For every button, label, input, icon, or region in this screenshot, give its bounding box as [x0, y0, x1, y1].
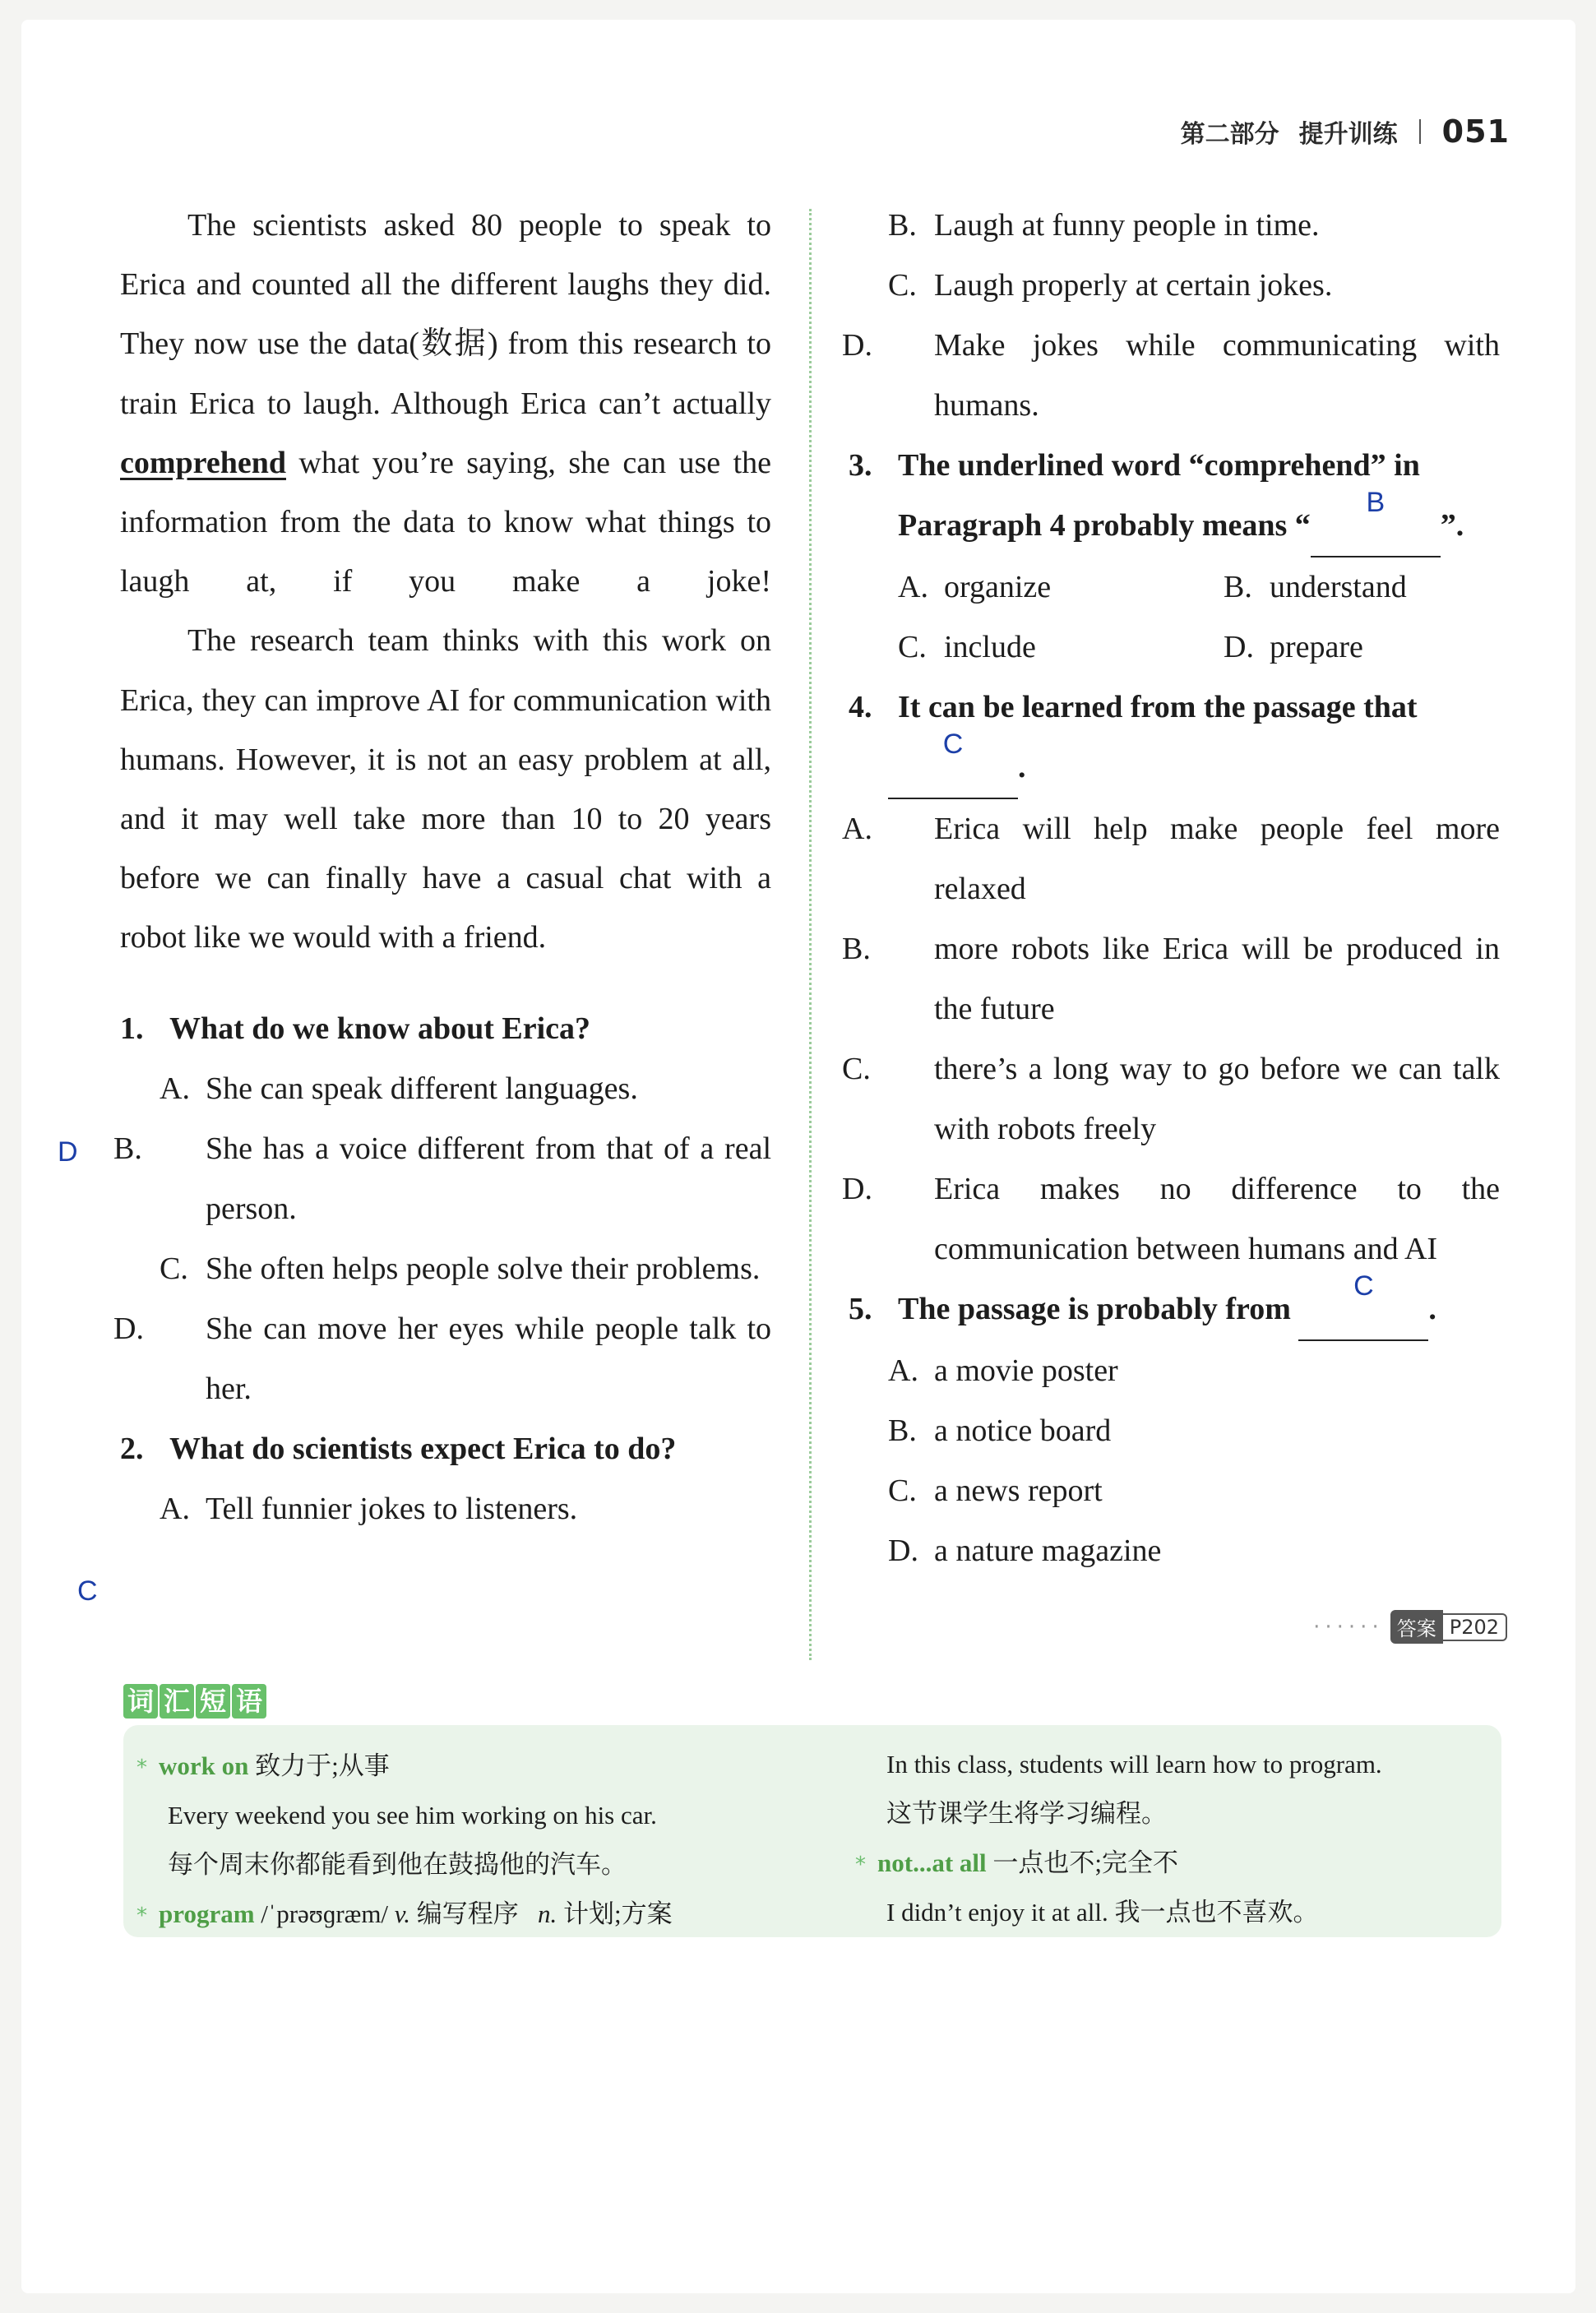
answer-reference: ······ 答案 P202 — [1313, 1610, 1507, 1644]
page-number: 051 — [1441, 113, 1510, 150]
question-3-options — [849, 557, 1500, 678]
q3-answer: B — [1366, 487, 1386, 518]
q1-option-d: D. She can move her eyes while people talk to her. — [113, 1311, 771, 1406]
answer-page: P202 — [1443, 1613, 1507, 1641]
q4-option-b: B. more robots like Erica will be produced in the future — [842, 932, 1500, 1026]
vocab-item-not-at-all: * not...at all 一点也不;完全不 — [855, 1848, 1178, 1877]
q3-option-c: C. include — [898, 630, 1036, 664]
left-column — [113, 196, 771, 1539]
q5-option-a: A. a movie poster — [888, 1353, 1118, 1388]
question-4-stem-line2: C . — [849, 738, 1500, 799]
q5-answer-blank — [1298, 1270, 1428, 1341]
underlined-word: comprehend — [120, 445, 286, 480]
question-1-stem: 1. What do we know about Erica? — [120, 1011, 590, 1046]
right-column — [842, 196, 1500, 1581]
question-5-options — [849, 1341, 1500, 1581]
q5-option-b: B. a notice board — [888, 1413, 1112, 1448]
vocab-box — [123, 1725, 1501, 1937]
star-icon: * — [136, 1904, 147, 1928]
section-title: 第二部分 — [1180, 120, 1279, 149]
question-3-stem-line2: Paragraph 4 probably means “ B ”. — [849, 496, 1500, 557]
q2-option-c: C. Laugh properly at certain jokes. — [888, 268, 1333, 303]
header-divider — [1419, 119, 1421, 144]
star-icon: * — [855, 1853, 866, 1877]
handwritten-answer-q2: C — [77, 1575, 98, 1607]
vocab-item-work-on: * work on 致力于;从事 — [136, 1751, 390, 1780]
handwritten-answer-q1: D — [58, 1136, 78, 1168]
vocab-example: In this class, students will learn how to program. — [886, 1750, 1382, 1779]
subsection-title: 提升训练 — [1298, 120, 1398, 149]
q3-option-d: D. prepare — [1224, 630, 1363, 664]
q4-option-c: C. there’s a long way to go before we can talk with robots freely — [842, 1052, 1500, 1146]
question-2-options — [120, 1479, 771, 1539]
q3-option-b: B. understand — [1224, 570, 1407, 604]
q5-option-c: C. a news report — [888, 1473, 1103, 1508]
q1-option-b: B. She has a voice different from that of a real person. — [113, 1131, 771, 1226]
q2-option-d: D. Make jokes while communicating with humans. — [842, 328, 1500, 423]
q4-option-d: D. Erica makes no difference to the communication between humans and AI — [842, 1172, 1500, 1266]
q1-option-c: C. She often helps people solve their problems. — [160, 1251, 761, 1286]
page-header — [1181, 113, 1510, 150]
q3-option-a: A. organize — [898, 570, 1052, 604]
star-icon: * — [136, 1756, 147, 1780]
vocab-section-title: 词 汇 短 语 — [123, 1684, 268, 1719]
q3-answer-blank — [1311, 487, 1441, 557]
q5-answer: C — [1353, 1270, 1374, 1302]
passage-paragraph-4: The scientists asked 80 people to speak to Erica and counted all the different laughs they did. They now use the data(数据) from this research to train Erica to laugh. Although Erica can’t actually comprehend what you’re saying, she can use the information from the data to know what things to laugh at, if you make a joke! — [120, 208, 771, 599]
vocab-example-translation: 每个周末你都能看到他在鼓捣他的汽车。 — [168, 1850, 627, 1879]
q2-option-b: B. Laugh at funny people in time. — [888, 208, 1320, 243]
column-divider — [809, 209, 812, 1660]
question-3-stem: 3. The underlined word “comprehend” in — [849, 448, 1420, 483]
q4-option-a: A. Erica will help make people feel more relaxed — [842, 812, 1500, 906]
vocab-example: Every weekend you see him working on his car. — [168, 1801, 657, 1830]
answer-label: 答案 — [1390, 1610, 1443, 1644]
vocab-example-translation: 这节课学生将学习编程。 — [886, 1799, 1167, 1828]
question-2-stem: 2. What do scientists expect Erica to do? — [120, 1431, 677, 1466]
question-2-options-cont — [842, 196, 1500, 436]
question-1-options — [113, 1059, 771, 1419]
q2-option-a: A. Tell funnier jokes to listeners. — [160, 1491, 578, 1526]
question-5-stem: 5. The passage is probably from C . — [849, 1279, 1500, 1341]
vocab-item-program: * program /ˈprəʊɡræm/ v. 编写程序 n. 计划;方案 — [136, 1899, 673, 1928]
q1-option-a: A. She can speak different languages. — [160, 1071, 638, 1106]
question-4-stem: 4. It can be learned from the passage that — [849, 690, 1418, 724]
q4-answer-blank — [888, 729, 1018, 799]
vocab-example: I didn’t enjoy it at all. 我一点也不喜欢。 — [886, 1898, 1319, 1927]
q5-option-d: D. a nature magazine — [888, 1534, 1162, 1568]
q4-answer: C — [942, 729, 964, 760]
passage-paragraph-5: The research team thinks with this work on Erica, they can improve AI for communication with humans. However, it is not an easy problem at all, and it may well take more than 10 to 20 years before we can finally have a casual chat with a robot like we would with a friend. — [120, 623, 771, 955]
question-4-options — [842, 799, 1500, 1279]
